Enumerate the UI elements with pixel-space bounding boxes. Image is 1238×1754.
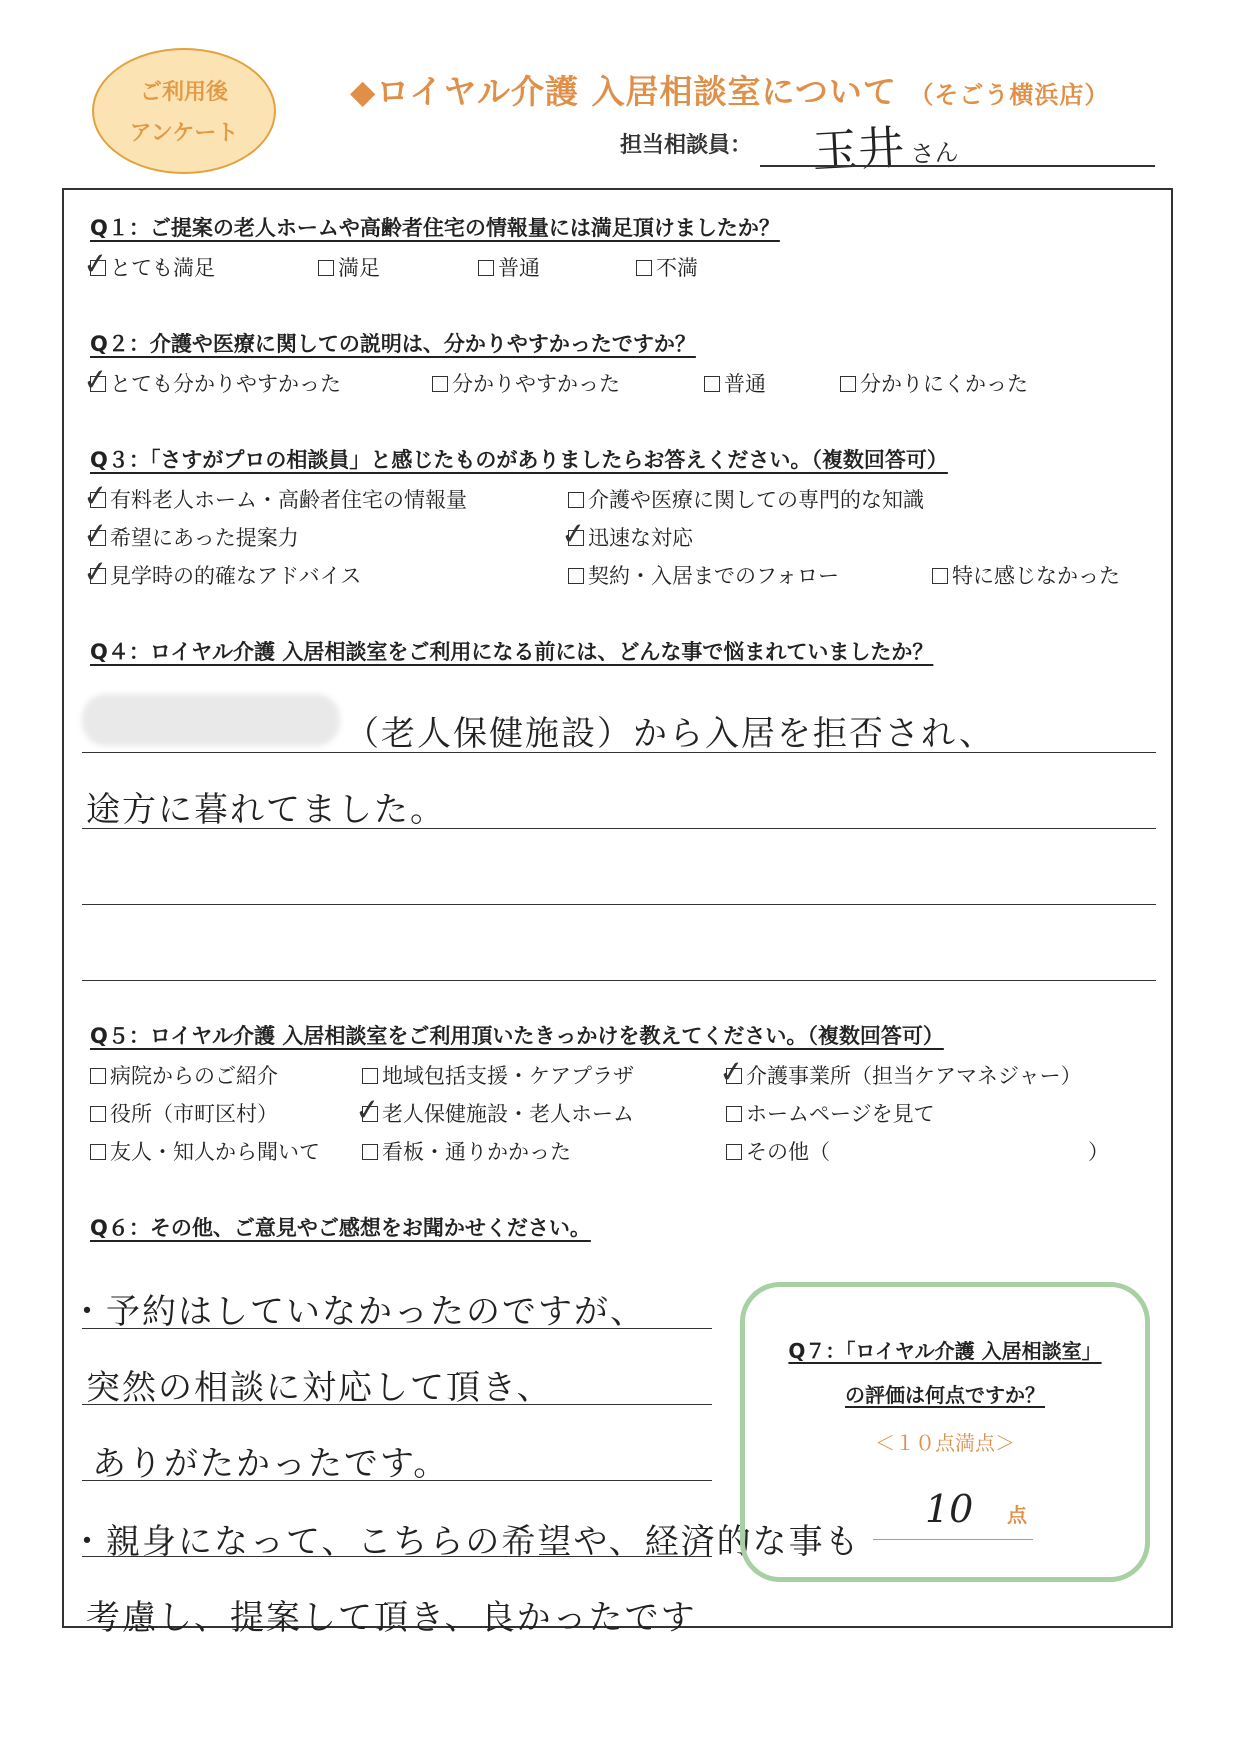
q2-option-very-clear[interactable]: ✓ とても分かりやすかった [81, 361, 341, 400]
q6-answer-rule [82, 1480, 712, 1481]
consultant-name-text: 玉井 [810, 120, 906, 179]
check-mark-icon: ✓ [81, 245, 110, 284]
checkbox[interactable] [81, 553, 110, 592]
page-title [350, 66, 1109, 113]
checkbox[interactable] [704, 376, 720, 392]
q4-answer-rule [82, 904, 1156, 905]
checkbox[interactable] [432, 376, 448, 392]
q6-answer-rule [82, 1328, 712, 1329]
q7-score-box [740, 1282, 1150, 1582]
q1-option-very-satisfied[interactable]: ✓ とても満足 [81, 245, 215, 284]
q6-answer-line-1: ・予約はしていなかったのですが、 [70, 1292, 646, 1332]
title-main: ◆ロイヤル介護 入居相談室について [350, 72, 897, 111]
q5-option-other-close: ） [1088, 1140, 1109, 1164]
q4-answer-rule [82, 980, 1156, 981]
q5-option-signboard[interactable]: 看板・通りかかった [362, 1136, 571, 1166]
checkbox[interactable] [90, 1068, 106, 1084]
check-mark-icon: ✓ [81, 477, 110, 516]
q7-score-underline [873, 1539, 1033, 1540]
q3-option-quick-response[interactable]: ✓ 迅速な対応 [559, 515, 693, 554]
checkbox[interactable] [362, 1068, 378, 1084]
q1-question: Q１：ご提案の老人ホームや高齢者住宅の情報量には満足頂けましたか？ [90, 216, 780, 240]
checkbox[interactable] [353, 1091, 382, 1130]
q5-option-homepage[interactable]: ホームページを見て [726, 1098, 935, 1128]
check-mark-icon: ✓ [353, 1091, 382, 1130]
q1-option-normal[interactable]: 普通 [478, 252, 540, 282]
consultant-name [810, 108, 959, 182]
checkbox[interactable] [726, 1144, 742, 1160]
checkbox[interactable] [362, 1144, 378, 1160]
q3-option-expert-knowledge[interactable]: 介護や医療に関しての専門的な知識 [568, 484, 924, 514]
q5-option-hospital[interactable]: 病院からのご紹介 [90, 1060, 278, 1090]
q5-option-care-office[interactable]: ✓ 介護事業所（担当ケアマネジャー） [717, 1053, 1082, 1092]
checkbox[interactable] [726, 1106, 742, 1122]
q3-option-followup[interactable]: 契約・入居までのフォロー [568, 560, 839, 590]
survey-badge [92, 48, 276, 174]
checkbox[interactable] [81, 477, 110, 516]
q5-option-community-support[interactable]: 地域包括支援・ケアプラザ [362, 1060, 634, 1090]
q6-answer-line-4: ・親身になって、こちらの希望や、経済的な事も [70, 1522, 861, 1562]
q3-option-visit-advice[interactable]: ✓ 見学時の的確なアドバイス [81, 553, 362, 592]
q7-question-2: の評価は何点ですか？ [845, 1383, 1045, 1407]
checkbox[interactable] [559, 515, 588, 554]
checkbox[interactable] [90, 1106, 106, 1122]
q7-question: Q７：「ロイヤル介護 入居相談室」 [788, 1339, 1102, 1363]
q7-score-unit: 点 [1007, 1503, 1027, 1527]
consultant-honorific: さん [909, 138, 960, 169]
q6-answer-rule [82, 1556, 712, 1557]
q3-option-proposal[interactable]: ✓ 希望にあった提案力 [81, 515, 299, 554]
consultant-underline [760, 165, 1155, 167]
checkbox[interactable] [636, 260, 652, 276]
q5-question: Q５：ロイヤル介護 入居相談室をご利用頂いたきっかけを教えてください。（複数回答可） [90, 1024, 944, 1048]
q2-question: Q２：介護や医療に関しての説明は、分かりやすかったですか？ [90, 332, 696, 356]
q3-option-nothing[interactable]: 特に感じなかった [932, 560, 1120, 590]
badge-line-2: アンケート [129, 121, 239, 146]
checkbox[interactable] [568, 568, 584, 584]
q4-answer-rule [82, 828, 1156, 829]
q6-answer-line-3: ありがたかったです。 [92, 1444, 450, 1484]
checkbox[interactable] [318, 260, 334, 276]
q7-max-score: ＜１０点満点＞ [875, 1431, 1015, 1455]
checkbox[interactable] [81, 245, 110, 284]
checkbox[interactable] [717, 1053, 746, 1092]
q5-option-friend[interactable]: 友人・知人から聞いて [90, 1136, 320, 1166]
q2-option-unclear[interactable]: 分かりにくかった [840, 368, 1028, 398]
q7-score: 10 [925, 1487, 974, 1531]
checkbox[interactable] [478, 260, 494, 276]
q5-option-other[interactable]: その他（ [726, 1136, 830, 1166]
q3-option-info-amount[interactable]: ✓ 有料老人ホーム・高齢者住宅の情報量 [81, 477, 467, 516]
checkbox[interactable] [568, 492, 584, 508]
q4-answer-line-2: 途方に暮れてました。 [86, 790, 446, 830]
check-mark-icon: ✓ [717, 1053, 746, 1092]
q1-option-satisfied[interactable]: 満足 [318, 252, 380, 282]
consultant-label: 担当相談員： [620, 133, 753, 158]
q6-answer-line-5: 考慮し、提案して頂き、良かったです [86, 1598, 697, 1638]
q1-option-unsatisfied[interactable]: 不満 [636, 252, 698, 282]
q4-answer-rule [82, 752, 1156, 753]
checkbox[interactable] [90, 1144, 106, 1160]
q4-question: Q４：ロイヤル介護 入居相談室をご利用になる前には、どんな事で悩まれていましたか？ [90, 640, 934, 664]
checkbox[interactable] [81, 361, 110, 400]
q2-option-normal[interactable]: 普通 [704, 368, 766, 398]
check-mark-icon: ✓ [81, 515, 110, 554]
checkbox[interactable] [81, 515, 110, 554]
badge-line-1: ご利用後 [139, 80, 228, 105]
q4-answer-line-1: （老人保健施設）から入居を拒否され、 [345, 714, 996, 754]
check-mark-icon: ✓ [81, 361, 110, 400]
q6-answer-rule [82, 1404, 712, 1405]
q6-question: Q６：その他、ご意見やご感想をお聞かせください。 [90, 1216, 591, 1240]
check-mark-icon: ✓ [559, 515, 588, 554]
check-mark-icon: ✓ [81, 553, 110, 592]
title-store: （そごう横浜店） [909, 81, 1110, 109]
checkbox[interactable] [932, 568, 948, 584]
q6-answer-line-2: 突然の相談に対応して頂き、 [86, 1368, 553, 1408]
q3-question: Q３：「さすがプロの相談員」と感じたものがありましたらお答えください。（複数回答可） [90, 448, 948, 472]
checkbox[interactable] [840, 376, 856, 392]
q5-option-health-facility[interactable]: ✓ 老人保健施設・老人ホーム [353, 1091, 634, 1130]
q2-option-clear[interactable]: 分かりやすかった [432, 368, 620, 398]
redacted-area [82, 694, 340, 746]
q5-option-city-office[interactable]: 役所（市町区村） [90, 1098, 278, 1128]
